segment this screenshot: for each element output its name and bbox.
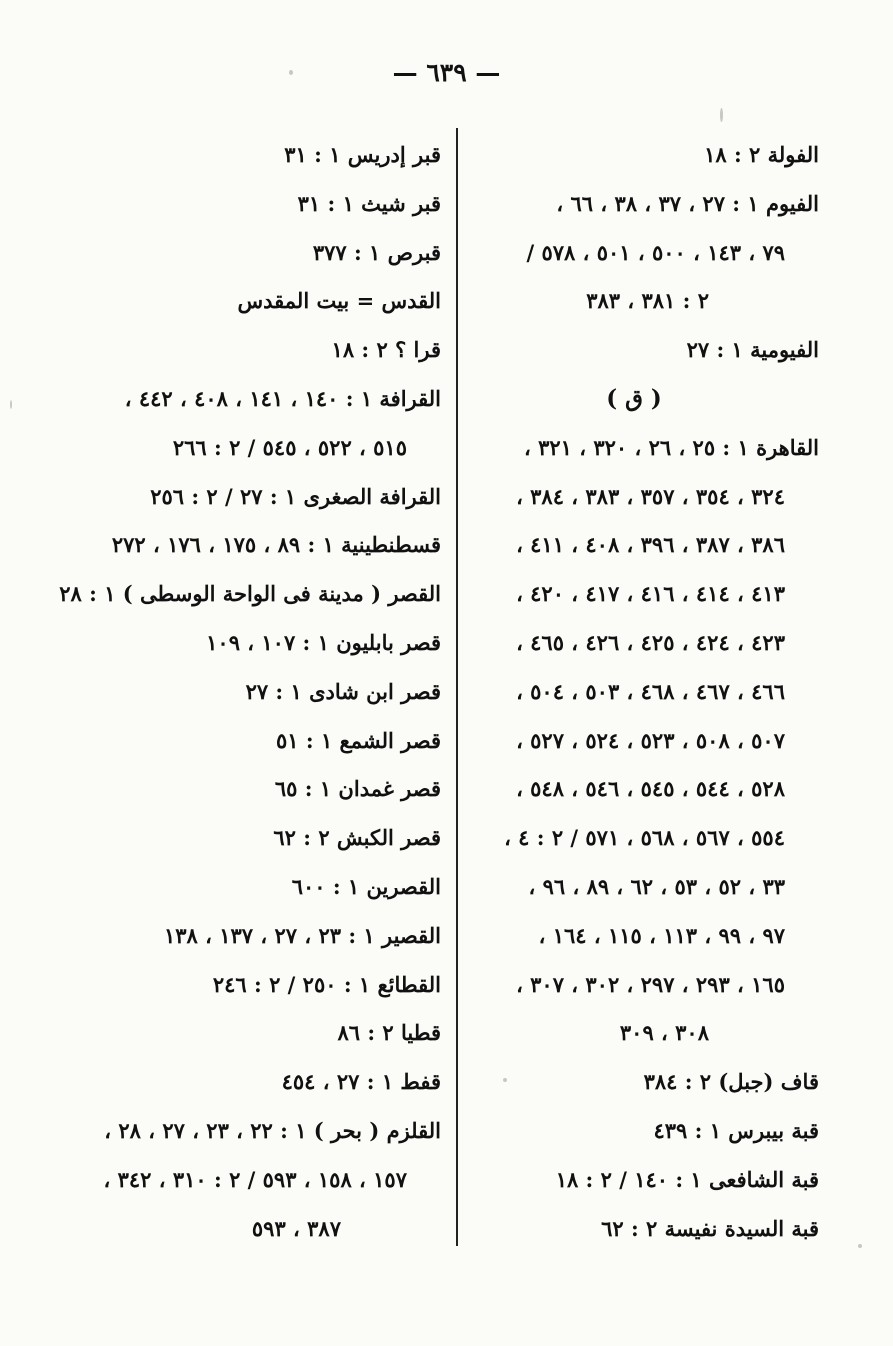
index-entry-continuation: ٣٨٧ ، ٥٩٣ bbox=[251, 1215, 341, 1241]
index-entry: القرافة الصغرى ١ : ٢٧ / ٢ : ٢٥٦ bbox=[150, 483, 441, 509]
index-entry: الفولة ٢ : ١٨ bbox=[704, 142, 819, 167]
index-entry-continuation: ١٦٥ ، ٢٩٣ ، ٢٩٧ ، ٣٠٢ ، ٣٠٧ ، bbox=[516, 971, 785, 997]
index-entry-continuation: ٥٢٨ ، ٥٤٤ ، ٥٤٥ ، ٥٤٦ ، ٥٤٨ ، bbox=[516, 776, 785, 802]
index-entry-continuation: ٥٥٤ ، ٥٦٧ ، ٥٦٨ ، ٥٧١ / ٢ : ٤ ، bbox=[504, 825, 785, 851]
index-entry: قبرص ١ : ٣٧٧ bbox=[312, 239, 441, 265]
page-number: — ٦٣٩ — bbox=[392, 58, 501, 87]
left-column bbox=[59, 131, 441, 1253]
index-entry: القصرين ١ : ٦٠٠ bbox=[291, 873, 441, 899]
index-entry-continuation: ٧٩ ، ١٤٣ ، ٥٠٠ ، ٥٠١ ، ٥٧٨ / bbox=[526, 239, 785, 265]
paper-speck bbox=[503, 1078, 507, 1082]
index-entry: قطيا ٢ : ٨٦ bbox=[337, 1020, 441, 1046]
index-entry: القصر ( مدينة فى الواحة الوسطى ) ١ : ٢٨ bbox=[59, 581, 441, 607]
index-entry: القصير ١ : ٢٣ ، ٢٧ ، ١٣٧ ، ١٣٨ bbox=[164, 922, 441, 948]
index-entry-continuation: ٥٠٧ ، ٥٠٨ ، ٥٢٣ ، ٥٢٤ ، ٥٢٧ ، bbox=[516, 727, 785, 753]
paper-speck bbox=[858, 1244, 862, 1248]
index-entry-continuation: ٣٢٤ ، ٣٥٤ ، ٣٥٧ ، ٣٨٣ ، ٣٨٤ ، bbox=[516, 483, 785, 509]
right-column bbox=[459, 131, 819, 1253]
index-entry: قصر الكبش ٢ : ٦٢ bbox=[273, 825, 441, 851]
index-entry: الفيوم ١ : ٢٧ ، ٣٧ ، ٣٨ ، ٦٦ ، bbox=[556, 190, 819, 216]
index-entry: قفط ١ : ٢٧ ، ٤٥٤ bbox=[281, 1069, 441, 1095]
index-entry: الفيومية ١ : ٢٧ bbox=[686, 337, 819, 363]
index-entry: قبة الشافعى ١ : ١٤٠ / ٢ : ١٨ bbox=[555, 1166, 819, 1192]
section-letter-heading: ( ق ) bbox=[606, 384, 662, 412]
column-divider bbox=[456, 128, 458, 1246]
index-entry-continuation: ٤٢٣ ، ٤٢٤ ، ٤٢٥ ، ٤٢٦ ، ٤٦٥ ، bbox=[516, 629, 785, 655]
index-entry-continuation: ٣٣ ، ٥٢ ، ٥٣ ، ٦٢ ، ٨٩ ، ٩٦ ، bbox=[528, 873, 785, 899]
index-entry: قبة بيبرس ١ : ٤٣٩ bbox=[653, 1117, 819, 1143]
index-entry: قسطنطينية ١ : ٨٩ ، ١٧٥ ، ١٧٦ ، ٢٧٢ bbox=[111, 532, 441, 558]
index-entry-continuation: ٤٦٦ ، ٤٦٧ ، ٤٦٨ ، ٥٠٣ ، ٥٠٤ ، bbox=[516, 678, 785, 704]
index-entry: قاف (جبل) ٢ : ٣٨٤ bbox=[643, 1069, 819, 1095]
index-entry-continuation: ١٥٧ ، ١٥٨ ، ٥٩٣ / ٢ : ٣١٠ ، ٣٤٢ ، bbox=[103, 1166, 407, 1192]
index-entry: قصر ابن شادى ١ : ٢٧ bbox=[245, 678, 441, 704]
paper-speck bbox=[720, 108, 723, 122]
index-entry: القدس = بيت المقدس bbox=[237, 288, 441, 314]
index-entry: قبر إدريس ١ : ٣١ bbox=[284, 142, 441, 167]
index-entry-continuation: ٩٧ ، ٩٩ ، ١١٣ ، ١١٥ ، ١٦٤ ، bbox=[538, 922, 785, 948]
index-entry: القاهرة ١ : ٢٥ ، ٢٦ ، ٣٢٠ ، ٣٢١ ، bbox=[523, 434, 819, 460]
index-entry: قصر الشمع ١ : ٥١ bbox=[276, 727, 441, 753]
index-entry-continuation: ٤١٣ ، ٤١٤ ، ٤١٦ ، ٤١٧ ، ٤٢٠ ، bbox=[516, 581, 785, 607]
index-entry-continuation: ٣٠٨ ، ٣٠٩ bbox=[619, 1020, 709, 1046]
index-entry: قبر شيث ١ : ٣١ bbox=[297, 190, 441, 216]
index-entry: قصر غمدان ١ : ٦٥ bbox=[274, 776, 441, 802]
index-entry-continuation: ٣٨٦ ، ٣٨٧ ، ٣٩٦ ، ٤٠٨ ، ٤١١ ، bbox=[516, 532, 785, 558]
index-entry: قرا ؟ ٢ : ١٨ bbox=[331, 337, 441, 363]
index-entry: قصر بابليون ١ : ١٠٧ ، ١٠٩ bbox=[206, 629, 441, 655]
index-entry: القلزم ( بحر ) ١ : ٢٢ ، ٢٣ ، ٢٧ ، ٢٨ ، bbox=[104, 1117, 441, 1143]
paper-speck bbox=[289, 70, 293, 75]
index-entry: القطائع ١ : ٢٥٠ / ٢ : ٢٤٦ bbox=[212, 971, 441, 997]
paper-speck bbox=[10, 400, 12, 409]
index-entry-continuation: ٢ : ٣٨١ ، ٣٨٣ bbox=[586, 288, 709, 314]
index-entry: قبة السيدة نفيسة ٢ : ٦٢ bbox=[601, 1215, 819, 1241]
index-entry: القرافة ١ : ١٤٠ ، ١٤١ ، ٤٠٨ ، ٤٤٢ ، bbox=[124, 385, 441, 411]
index-entry-continuation: ٥١٥ ، ٥٢٢ ، ٥٤٥ / ٢ : ٢٦٦ bbox=[172, 434, 407, 460]
